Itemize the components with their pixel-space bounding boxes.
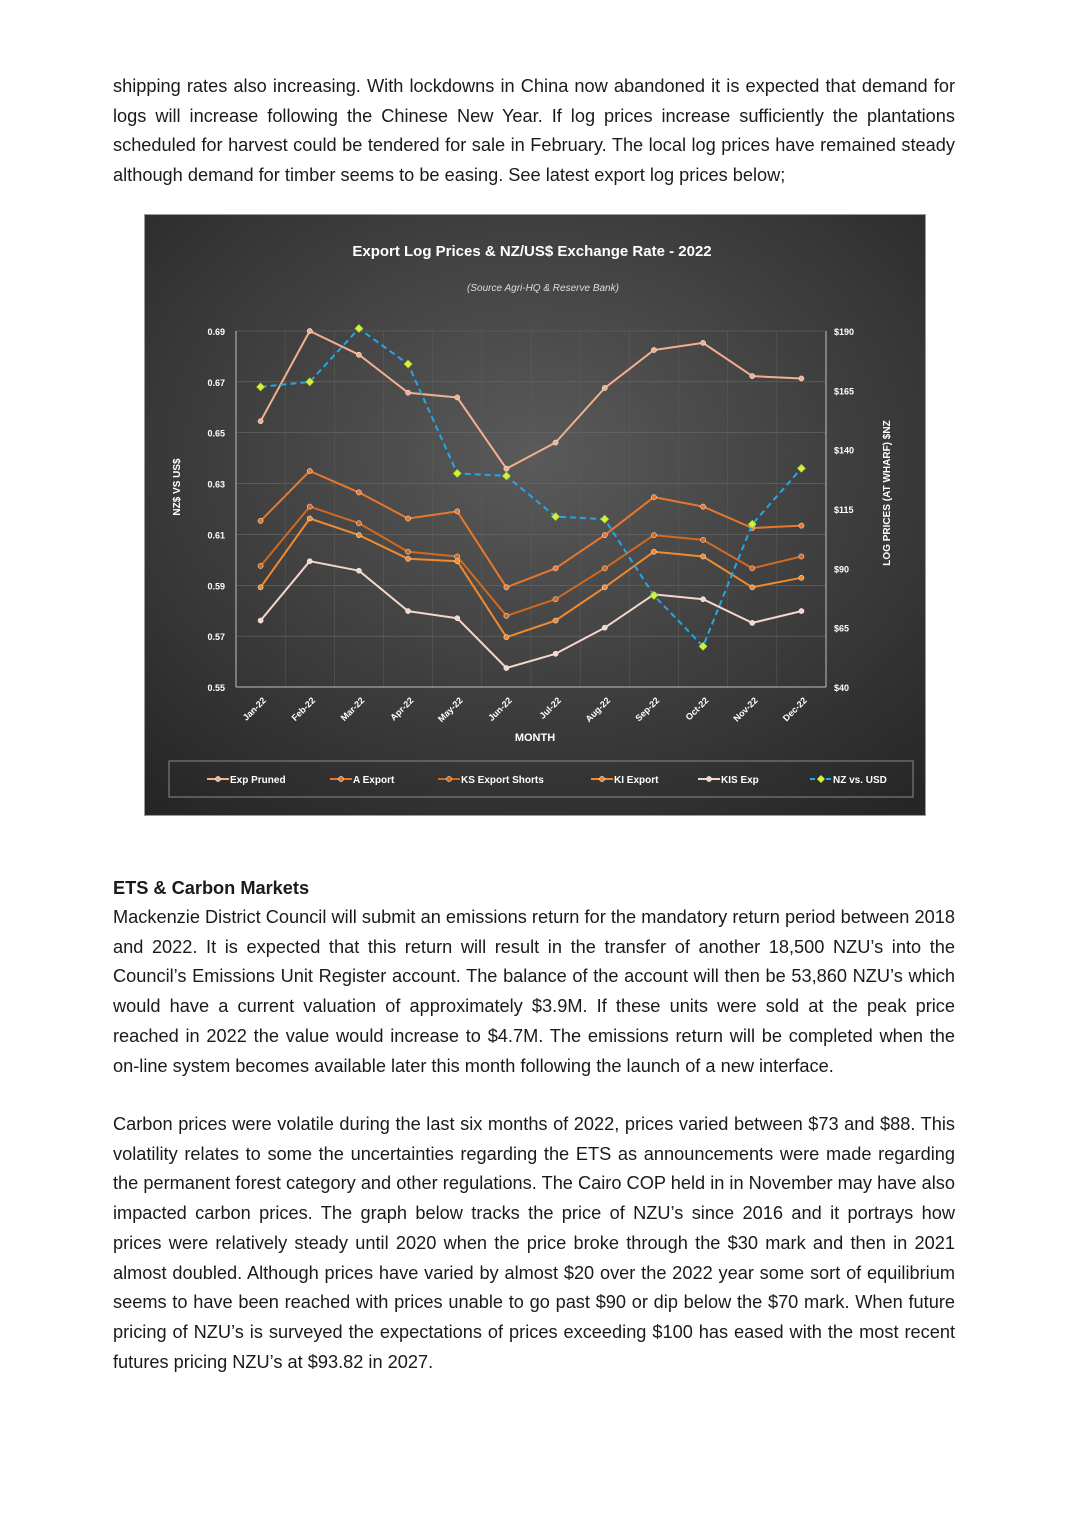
data-point xyxy=(799,554,804,559)
data-point xyxy=(307,516,312,521)
x-tick-label: Jan-22 xyxy=(240,695,268,723)
chart-subtitle: (Source Agri-HQ & Reserve Bank) xyxy=(467,283,619,294)
data-point xyxy=(455,559,460,564)
data-point xyxy=(700,554,705,559)
left-tick-label: 0.63 xyxy=(207,479,225,490)
right-tick-label: $190 xyxy=(834,327,855,337)
data-point xyxy=(307,328,312,333)
x-tick-label: Apr-22 xyxy=(388,695,416,723)
left-tick-label: 0.55 xyxy=(207,683,225,693)
data-point xyxy=(405,390,410,395)
data-point xyxy=(455,509,460,514)
legend-marker xyxy=(446,776,451,781)
data-point xyxy=(750,566,755,571)
data-point xyxy=(602,533,607,538)
data-point xyxy=(553,651,558,656)
legend-label: KI Export xyxy=(614,775,659,786)
x-tick-label: Feb-22 xyxy=(289,695,318,723)
data-point xyxy=(504,585,509,590)
data-point xyxy=(258,618,263,623)
data-point xyxy=(651,347,656,352)
left-tick-label: 0.57 xyxy=(207,632,225,643)
data-point xyxy=(504,466,509,471)
right-tick-label: $90 xyxy=(834,564,850,575)
data-point xyxy=(799,608,804,613)
left-tick-label: 0.65 xyxy=(207,428,225,439)
data-point xyxy=(405,549,410,554)
chart-title: Export Log Prices & NZ/US$ Exchange Rate - 2022 xyxy=(352,243,712,260)
data-point xyxy=(553,440,558,445)
data-point xyxy=(602,385,607,390)
data-point xyxy=(700,537,705,542)
data-point xyxy=(307,559,312,564)
right-tick-label: $40 xyxy=(834,683,850,693)
data-point xyxy=(356,533,361,538)
data-point xyxy=(307,504,312,509)
data-point xyxy=(455,616,460,621)
legend-label: KS Export Shorts xyxy=(461,775,544,786)
legend-label: KIS Exp xyxy=(721,775,759,786)
data-point xyxy=(455,395,460,400)
data-point xyxy=(651,495,656,500)
legend-marker xyxy=(215,776,220,781)
log-price-chart xyxy=(144,214,926,816)
right-tick-label: $140 xyxy=(834,445,855,456)
data-point xyxy=(356,568,361,573)
x-tick-label: Jun-22 xyxy=(486,695,514,723)
data-point xyxy=(405,516,410,521)
legend-marker xyxy=(706,776,711,781)
section-heading: ETS & Carbon Markets xyxy=(113,878,310,898)
x-tick-label: Oct-22 xyxy=(683,695,711,723)
data-point xyxy=(700,597,705,602)
data-point xyxy=(258,419,263,424)
data-point xyxy=(750,620,755,625)
intro-paragraph: shipping rates also increasing. With lockdowns in China now abandoned it is expected that demand for logs will increase following the Chinese New Year. If log prices increase sufficiently the plantations scheduled for harvest could be tendered for sale in February. The local log prices have remained steady although demand for timber seems to be easing. See latest export log prices below; xyxy=(113,76,955,186)
data-point xyxy=(553,597,558,602)
data-point xyxy=(602,585,607,590)
data-point xyxy=(405,608,410,613)
data-point xyxy=(405,556,410,561)
right-axis-label: LOG PRICES (AT WHARF) $NZ xyxy=(882,420,893,566)
x-tick-label: May-22 xyxy=(436,695,465,724)
x-tick-label: Aug-22 xyxy=(583,695,613,724)
legend-label: NZ vs. USD xyxy=(833,775,887,786)
data-point xyxy=(799,376,804,381)
legend-marker xyxy=(338,776,343,781)
data-point xyxy=(258,585,263,590)
data-point xyxy=(356,352,361,357)
data-point xyxy=(307,468,312,473)
x-tick-label: Sep-22 xyxy=(633,695,662,724)
data-point xyxy=(799,523,804,528)
data-point xyxy=(651,549,656,554)
data-point xyxy=(553,618,558,623)
right-tick-label: $115 xyxy=(834,505,854,515)
x-axis-label: MONTH xyxy=(514,732,556,744)
data-point xyxy=(455,554,460,559)
x-tick-label: Nov-22 xyxy=(731,695,760,724)
x-tick-label: Jul-22 xyxy=(537,695,563,721)
data-point xyxy=(750,585,755,590)
data-point xyxy=(258,563,263,568)
data-point xyxy=(356,490,361,495)
ets-paragraph: Mackenzie District Council will submit an emissions return for the mandatory return period between 2018 and 2022. It is expected that this return will result in the transfer of another 18,500 NZU’s into the Council’s Emissions Unit Register account. The balance of the account will then be 53,860 NZU’s which would have a current valuation of approximately $3.9M. If these units were sold at the peak price reached in 2022 the value would increase to $4.7M. The emissions return will be completed when the on-line system becomes available later this month following the launch of a new interface. xyxy=(113,907,955,1076)
x-tick-label: Mar-22 xyxy=(338,695,367,723)
left-tick-label: 0.67 xyxy=(207,377,225,388)
left-tick-label: 0.69 xyxy=(207,327,225,337)
carbon-paragraph: Carbon prices were volatile during the last six months of 2022, prices varied between $73 and $88. This volatility relates to some the uncertainties regarding the ETS as announcements were made regarding the permanent forest category and other regulations. The Cairo COP held in in November may have also impacted carbon prices. The graph below tracks the price of NZU’s since 2016 and it portrays how prices were relatively steady until 2020 when the price broke through the $30 mark and then in 2021 almost doubled. Although prices have varied by almost $20 over the 2022 year some sort of equilibrium seems to have been reached with prices unable to go past $90 or dip below the $70 mark. When future pricing of NZU’s is surveyed the expectations of prices exceeding $100 has eased with the most recent futures pricing NZU’s at $93.82 in 2027. xyxy=(113,1114,955,1372)
left-tick-label: 0.59 xyxy=(207,581,225,592)
right-tick-label: $165 xyxy=(834,386,855,397)
data-point xyxy=(553,566,558,571)
data-point xyxy=(602,625,607,630)
x-tick-label: Dec-22 xyxy=(780,695,809,724)
data-point xyxy=(651,533,656,538)
legend-label: Exp Pruned xyxy=(230,775,286,786)
legend-marker xyxy=(599,776,604,781)
legend-label: A Export xyxy=(353,775,395,786)
data-point xyxy=(504,665,509,670)
data-point xyxy=(700,504,705,509)
data-point xyxy=(356,521,361,526)
data-point xyxy=(750,373,755,378)
data-point xyxy=(258,518,263,523)
right-tick-label: $65 xyxy=(834,623,850,634)
data-point xyxy=(602,566,607,571)
left-axis-label: NZ$ VS US$ xyxy=(172,458,183,516)
data-point xyxy=(700,340,705,345)
left-tick-label: 0.61 xyxy=(207,530,225,541)
data-point xyxy=(799,575,804,580)
chart-background xyxy=(145,215,925,815)
data-point xyxy=(504,635,509,640)
data-point xyxy=(504,613,509,618)
